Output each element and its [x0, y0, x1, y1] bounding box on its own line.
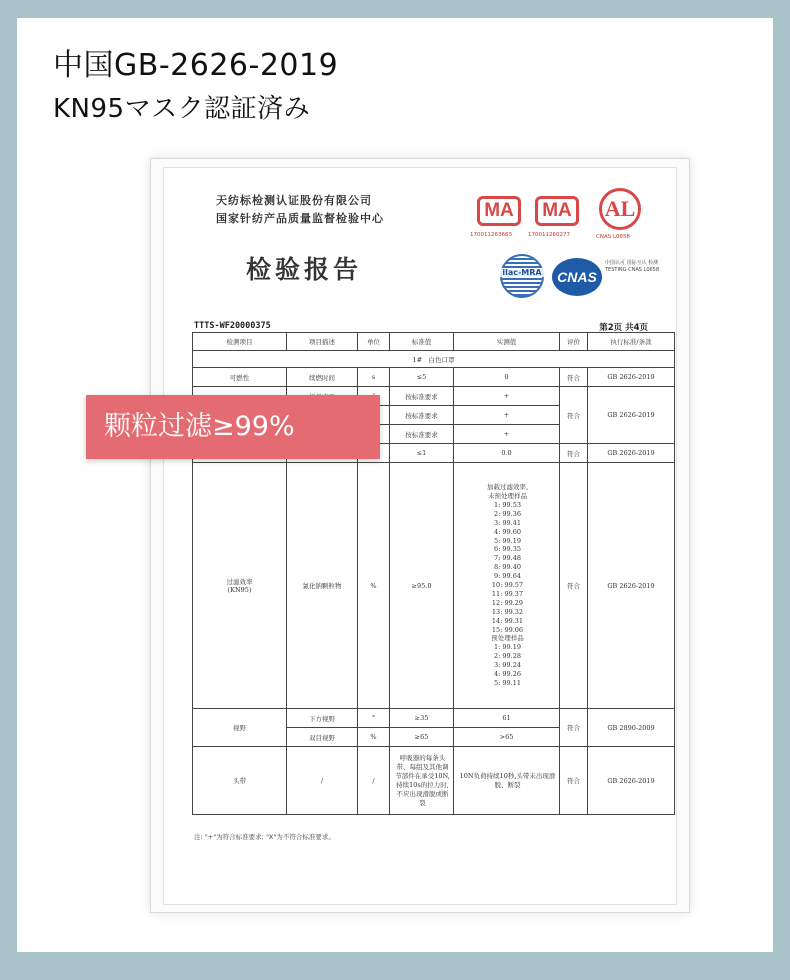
table-cell: 符合: [560, 747, 588, 815]
table-cell: 可燃性: [193, 368, 287, 387]
report-number: TTTS-WF20000375: [194, 321, 271, 331]
col-header: 单位: [358, 333, 390, 351]
table-cell: 续燃时间: [287, 368, 358, 387]
table-cell: s: [358, 368, 390, 387]
table-cell: 过滤效率 (KN95): [193, 463, 287, 709]
table-header-row: [193, 333, 675, 351]
table-cell: ≤5: [390, 368, 454, 387]
table-cell: GB 2890-2009: [588, 709, 675, 747]
table-cell: °: [358, 709, 390, 728]
table-cell: 符合: [560, 368, 588, 387]
table-cell: ≥65: [390, 728, 454, 747]
cnas-logo: CNAS: [552, 258, 602, 296]
table-cell: 氯化钠颗粒物: [287, 463, 358, 709]
cal-caption: CNAS L0658: [596, 234, 631, 240]
table-cell: GB 2626-2019: [588, 463, 675, 709]
col-header: 评价: [560, 333, 588, 351]
table-cell: 头带: [193, 747, 287, 815]
col-header: 执行标准/条款: [588, 333, 675, 351]
table-cell: %: [358, 728, 390, 747]
table-cell: GB 2626-2019: [588, 747, 675, 815]
table-row: [193, 463, 675, 709]
filtration-banner: 颗粒过滤≥99%: [86, 395, 380, 459]
page-canvas: [17, 18, 773, 952]
report-title: 检验报告: [246, 255, 363, 284]
table-cell: 符合: [560, 463, 588, 709]
table-cell: /: [358, 747, 390, 815]
table-cell: GB 2626-2019: [588, 387, 675, 444]
table-cell: GB 2626-2019: [588, 368, 675, 387]
table-cell: ≤1: [390, 444, 454, 463]
table-cell: 0.0: [454, 444, 560, 463]
cal-logo: AL: [599, 188, 641, 230]
table-cell: 按标准要求: [390, 425, 454, 444]
table-row: [193, 709, 675, 728]
test-report-document: [163, 167, 677, 905]
table-cell: 10N负荷持续10秒,头带未出现滑脱、断裂: [454, 747, 560, 815]
table-row: [193, 368, 675, 387]
headline-certification: KN95マスク認証済み: [53, 94, 311, 124]
table-cell: 视野: [193, 709, 287, 747]
table-cell: ≥35: [390, 709, 454, 728]
testing-center: 国家针纺产品质量监督检验中心: [216, 212, 384, 225]
table-cell: GB 2626-2019: [588, 444, 675, 463]
cma-number-2: 170011260277: [528, 232, 570, 238]
table-cell: >65: [454, 728, 560, 747]
table-cell: 呼吸器的每条头带、每组及其他调节部件在承受10N,持续10s的拉力时,不应出现滑脱或断裂: [390, 747, 454, 815]
table-cell: 61: [454, 709, 560, 728]
headline-standard: 中国GB-2626-2019: [53, 48, 339, 83]
cma-logo-2: MA: [535, 196, 579, 226]
table-cell: %: [358, 463, 390, 709]
col-header: 检测项目: [193, 333, 287, 351]
table-cell: 符合: [560, 444, 588, 463]
col-header: 项目描述: [287, 333, 358, 351]
sample-label: 1# 白色口罩: [193, 351, 675, 368]
table-cell: 符合: [560, 387, 588, 444]
table-cell: 下方视野: [287, 709, 358, 728]
table-row: [193, 351, 675, 368]
table-cell: /: [287, 747, 358, 815]
table-cell: +: [454, 406, 560, 425]
table-cell: 符合: [560, 709, 588, 747]
cnas-caption: 中国认可 国际互认 检测 TESTING CNAS L0658: [605, 260, 660, 273]
table-cell: 0: [454, 368, 560, 387]
cma-logo-1: MA: [477, 196, 521, 226]
ilac-mra-label: ilac-MRA: [500, 268, 544, 277]
table-footnote: 注: "+"为符合标准要求; "X"为不符合标准要求。: [194, 833, 335, 841]
cma-number-1: 170011263663: [470, 232, 512, 238]
table-cell: 按标准要求: [390, 406, 454, 425]
issuing-organization: 天纺标检测认证股份有限公司: [216, 194, 372, 207]
table-row: [193, 747, 675, 815]
table-cell: 按标准要求: [390, 387, 454, 406]
col-header: 标准值: [390, 333, 454, 351]
filtration-results-cell: 加载过滤效率, 未预处理样品 1: 99.53 2: 99.36 3: 99.41 4: 99.60 5: 99.19 6: 99.35 7: 99.48 8: 99.40 9: 99.64 10: 99.57 11: 99.37 12: 99.29 13: 99.32 14: 99.31 15: 99.06 预处理样品 1: 99.19 2: 99.28 3: 99.24 4: 99.26 5: 99.11: [454, 463, 560, 709]
table-cell: ≥95.0: [390, 463, 454, 709]
col-header: 实测值: [454, 333, 560, 351]
table-cell: 双目视野: [287, 728, 358, 747]
table-cell: +: [454, 387, 560, 406]
page-number: 第2页 共4页: [599, 323, 648, 333]
report-frame: [150, 158, 690, 913]
table-cell: +: [454, 425, 560, 444]
